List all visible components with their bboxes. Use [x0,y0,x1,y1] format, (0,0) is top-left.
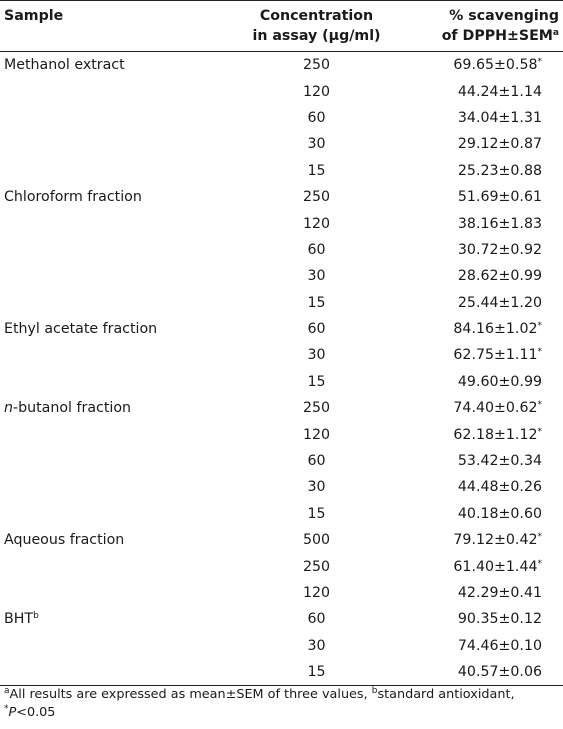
cell-sample [0,474,234,500]
cell-concentration: 500 [302,532,331,549]
cell-sample: Chloroform fraction [4,189,142,206]
header-scavenging-line2: of DPPH±SEM [441,28,553,44]
cell-concentration: 120 [302,585,331,601]
cell-concentration: 60 [307,611,326,628]
table-footnote: $^a$All results are expressed as mean±SEM of three values, $^b$standard antioxidant, *P<0.05 [4,686,515,720]
cell-concentration: 250 [302,57,331,74]
table-row [0,580,563,606]
cell-concentration: 120 [302,215,331,232]
cell-concentration: 250 [302,558,331,575]
cell-scavenging: 49.60±0.99 [457,373,542,390]
header-sample: Sample [4,8,64,24]
table-row [0,606,563,632]
header-scavenging-line1: % scavenging [449,8,559,24]
cell-concentration: 30 [307,347,326,364]
cell-concentration: 250 [302,400,331,417]
table-row [0,421,563,447]
table-row [0,105,563,131]
table-row [0,290,563,316]
cell-sample [0,553,234,579]
cell-concentration: 30 [307,136,326,153]
table-row [0,501,563,527]
cell-scavenging: 74.46±0.10 [457,637,542,654]
cell-sample [0,580,234,606]
table-row [0,527,563,553]
cell-sample [0,105,234,131]
cell-scavenging: 38.16±1.83 [457,215,542,232]
table-body [0,52,563,686]
cell-scavenging: 44.24±1.14 [457,83,542,100]
cell-scavenging: 84.16±1.02* [453,321,542,338]
cell-concentration: 60 [307,453,326,470]
cell-concentration: 15 [307,162,326,179]
table-row [0,237,563,263]
table-row [0,395,563,421]
cell-sample [0,448,234,474]
cell-concentration: 60 [307,321,326,338]
cell-sample [0,263,234,289]
cell-scavenging: 42.29±0.41 [457,585,542,601]
cell-sample [0,158,234,184]
cell-sample [0,237,234,263]
cell-scavenging: 62.75±1.11* [453,347,542,364]
cell-scavenging: 61.40±1.44* [453,558,542,575]
cell-scavenging: 74.40±0.62* [453,400,542,417]
header-concentration [234,1,399,52]
table-row [0,52,563,79]
cell-sample [0,501,234,527]
cell-scavenging: 40.57±0.06 [457,664,542,681]
table-row [0,553,563,579]
cell-sample [0,131,234,157]
cell-sample: BHT$^b$ [4,611,39,628]
cell-scavenging: 79.12±0.42* [453,532,542,549]
cell-sample: Ethyl acetate fraction [4,321,158,338]
table-row [0,474,563,500]
table-row [0,448,563,474]
cell-concentration: 30 [307,268,326,285]
table-row [0,158,563,184]
cell-scavenging: 53.42±0.34 [457,453,542,470]
cell-scavenging: 69.65±0.58* [453,57,542,74]
cell-concentration: 120 [302,83,331,100]
cell-concentration: 30 [307,479,326,496]
header-concentration-line1: Concentration [259,8,374,24]
cell-scavenging: 40.18±0.60 [457,505,542,522]
cell-sample [0,659,234,686]
cell-scavenging: 25.44±1.20 [457,294,542,311]
cell-sample [0,78,234,104]
cell-scavenging: 29.12±0.87 [457,136,542,153]
cell-concentration: 60 [307,241,326,258]
table-row [0,316,563,342]
cell-sample: Methanol extract [4,57,125,74]
cell-scavenging: 34.04±1.31 [457,109,542,126]
cell-concentration: 15 [307,664,326,681]
cell-sample [0,210,234,236]
cell-concentration: 120 [302,426,331,443]
cell-concentration: 15 [307,294,326,311]
cell-sample [0,369,234,395]
table-row [0,342,563,368]
table-row [0,78,563,104]
cell-concentration: 15 [307,373,326,390]
cell-sample [0,342,234,368]
cell-concentration: 60 [307,109,326,126]
header-scavenging [399,1,563,52]
cell-scavenging: 44.48±0.26 [457,479,542,496]
cell-concentration: 30 [307,637,326,654]
header-concentration-line2: in assay (µg/ml) [252,28,381,44]
cell-sample: Aqueous fraction [4,532,125,549]
cell-scavenging: 62.18±1.12* [453,426,542,443]
table-row [0,633,563,659]
table-row [0,263,563,289]
table-row [0,659,563,686]
cell-sample [0,421,234,447]
cell-sample [0,290,234,316]
table-row [0,369,563,395]
table-header-row [0,1,563,52]
cell-scavenging: 30.72±0.92 [457,241,542,258]
cell-scavenging: 25.23±0.88 [457,162,542,179]
cell-scavenging: 28.62±0.99 [457,268,542,285]
cell-sample: n-butanol fraction [4,400,131,417]
table-row [0,131,563,157]
table-row [0,210,563,236]
cell-sample [0,633,234,659]
header-scavenging-sup: a [552,28,559,38]
cell-concentration: 15 [307,505,326,522]
cell-scavenging: 90.35±0.12 [457,611,542,628]
cell-concentration: 250 [302,189,331,206]
cell-scavenging: 51.69±0.61 [457,189,542,206]
table-row [0,184,563,210]
